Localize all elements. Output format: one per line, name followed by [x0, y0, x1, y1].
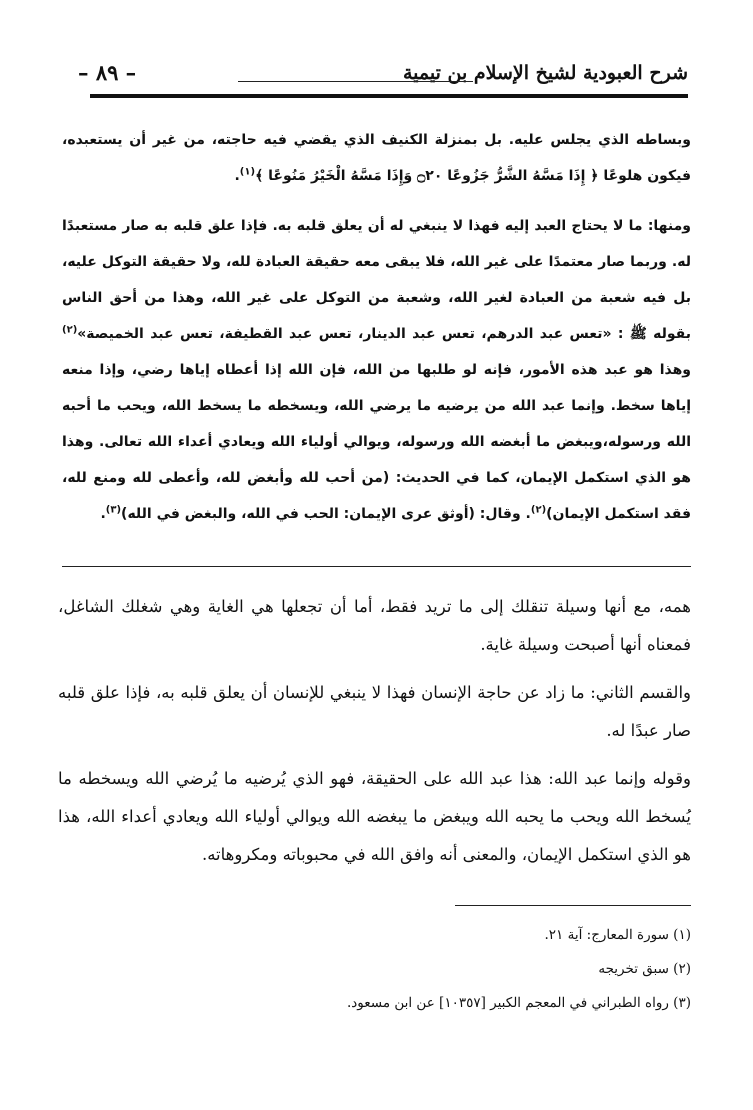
sharh-paragraph-2: والقسم الثاني: ما زاد عن حاجة الإنسان فهذا لا ينبغي للإنسان أن يعلق قلبه به، فإذا علق قلبه صار عبدًا له.: [58, 683, 691, 740]
header-title: شرح العبودية لشيخ الإسلام بن تيمية: [402, 62, 688, 84]
sharh-paragraph-3: وقوله وإنما عبد الله: هذا عبد الله على الحقيقة، فهو الذي يُرضيه ما يُرضي الله ويسخطه ما يُسخط الله ويحب ما يحبه الله ويبغض ما يبغضه الله ويوالي أولياء الله ويعادي أعداء الله، هذا هو الذي استكمل الإيمان، والمعنى أنه وافق الله في محبوباته ومكروهاته.: [58, 769, 691, 864]
footnote-3: (٣) رواه الطبراني في المعجم الكبير [١٠٣٥٧] عن ابن مسعود.: [346, 995, 691, 1011]
matn-paragraph-1: وبساطه الذي يجلس عليه. بل بمنزلة الكنيف الذي يقضي فيه حاجته، من غير أن يستعبده، فيكون هلوعًا ﴿ إِذَا مَسَّهُ الشَّرُّ جَزُوعًا ۝٢٠ وَإِذَا مَسَّهُ الْخَيْرُ مَنُوعًا ﴾$^{(١)}$.: [62, 132, 691, 184]
sharh-paragraph-1: همه، مع أنها وسيلة تنقلك إلى ما تريد فقط، أما أن تجعلها هي الغاية وهي شغلك الشاغل، فمعناه أنها أصبحت وسيلة غاية.: [58, 597, 691, 654]
section-separator: [62, 566, 691, 567]
footnote-ref-2: (٢): [62, 324, 78, 336]
sharh-text: [58, 588, 691, 874]
matn-p2-text-a: ومنها: ما لا يحتاج العبد إليه فهذا لا ينبغي له أن يعلق قلبه به. فإذا علق قلبه به صار مستعبدًا له. وربما صار معتمدًا على غير الله، فلا يبقى معه حقيقة العبادة لله، ولا حقيقة التوكل عليه، بل فيه شعبة من العبادة لغير الله، وشعبة من التوكل على غير الله، وهذا من أحق الناس بقوله ﷺ :: [62, 218, 691, 342]
header-rule: [90, 94, 688, 98]
footnote-ref-2b: (٢): [530, 504, 547, 516]
matn-p1-text: وبساطه الذي يجلس عليه. بل بمنزلة الكنيف الذي يقضي فيه حاجته، من غير أن يستعبده، فيكون هلوعًا: [62, 132, 691, 184]
hadith-quote: «تعس عبد الدرهم، تعس عبد الدينار، تعس عبد القطيفة، تعس عبد الخميصة»: [77, 326, 612, 342]
footnote-2: (٢) سبق تخريجه: [598, 961, 691, 977]
matn-p2-text-b: وهذا هو عبد هذه الأمور، فإنه لو طلبها من الله، فإن الله إذا أعطاه إياها رضي، وإذا منعه إياها سخط. وإنما عبد الله من يرضيه ما يرضي الله، ويسخطه ما يسخط الله، ويحب ما أحبه الله ورسوله،ويبغض ما أبغضه الله ورسوله، ويوالي أولياء الله ويعادي أعداء الله تعالى. وهذا هو الذي استكمل الإيمان، كما في الحديث: (من أحب لله وأبغض لله، وأعطى لله ومنع لله، فقد استكمل الإيمان): [62, 362, 691, 522]
quran-quote: ﴿ إِذَا مَسَّهُ الشَّرُّ جَزُوعًا ۝٢٠ وَإِذَا مَسَّهُ الْخَيْرُ مَنُوعًا ﴾: [255, 168, 599, 184]
header-leader-line: [238, 81, 473, 82]
page-number: – ٨٩ –: [78, 60, 137, 85]
footnote-ref-3: (٣): [105, 504, 122, 516]
matn-p2-text-c: . وقال: (أوثق عرى الإيمان: الحب في الله، والبغض في الله): [121, 506, 531, 522]
footnotes: [60, 918, 691, 1020]
footnote-rule: [455, 905, 691, 906]
running-header: [78, 60, 688, 94]
matn-text: [62, 122, 691, 532]
matn-paragraph-2: [62, 208, 691, 532]
footnote-1: (١) سورة المعارج: آية ٢١.: [544, 927, 691, 943]
matn-p2-end: .: [100, 506, 106, 522]
footnote-ref-1: (١): [239, 166, 256, 178]
